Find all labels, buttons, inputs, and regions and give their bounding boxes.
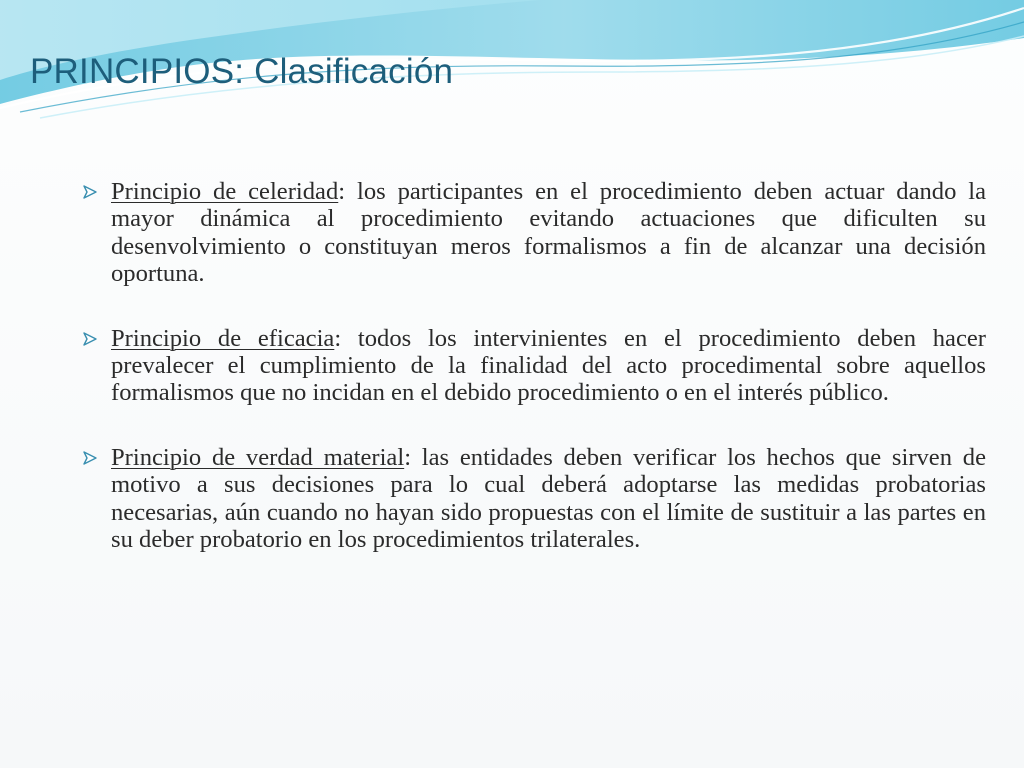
principle-description: las entidades deben verificar los hechos que sirven de motivo a sus decisiones para lo cual deberá adoptarse las medidas probatorias necesarias, aún cuando no hayan sido propuestas con el límite de sustituir a las partes en su deber probatorio en los procedimientos trilaterales.: [111, 443, 986, 554]
principle-item-celeridad: [82, 178, 986, 288]
principle-item-eficacia: [82, 325, 986, 407]
chevron-right-arrow-icon: [82, 331, 98, 347]
principle-separator: :: [338, 178, 346, 205]
principle-term: Principio de verdad material: [111, 443, 405, 471]
principle-description: los participantes en el procedimiento deben actuar dando la mayor dinámica al procedimiento evitando actuaciones que dificulten su desenvolvimiento o constituyan meros formalismos a fin de alcanzar una decisión oportuna.: [111, 178, 987, 288]
principle-separator: :: [334, 324, 342, 352]
principle-description: todos los intervinientes en el procedimiento deben hacer prevalecer el cumplimiento de la finalidad del acto procedimental sobre aquellos formalismos que no incidan en el debido procedimiento o en el interés público.: [111, 324, 986, 407]
principle-term: Principio de eficacia: [111, 324, 335, 352]
principle-separator: :: [404, 443, 412, 471]
principles-list: [82, 178, 986, 553]
principle-item-verdad-material: [82, 444, 986, 554]
chevron-right-arrow-icon: [82, 450, 98, 466]
slide-title: PRINCIPIOS: Clasificación: [30, 52, 454, 91]
principle-term: Principio de celeridad: [111, 178, 339, 205]
chevron-right-arrow-icon: [82, 184, 98, 200]
